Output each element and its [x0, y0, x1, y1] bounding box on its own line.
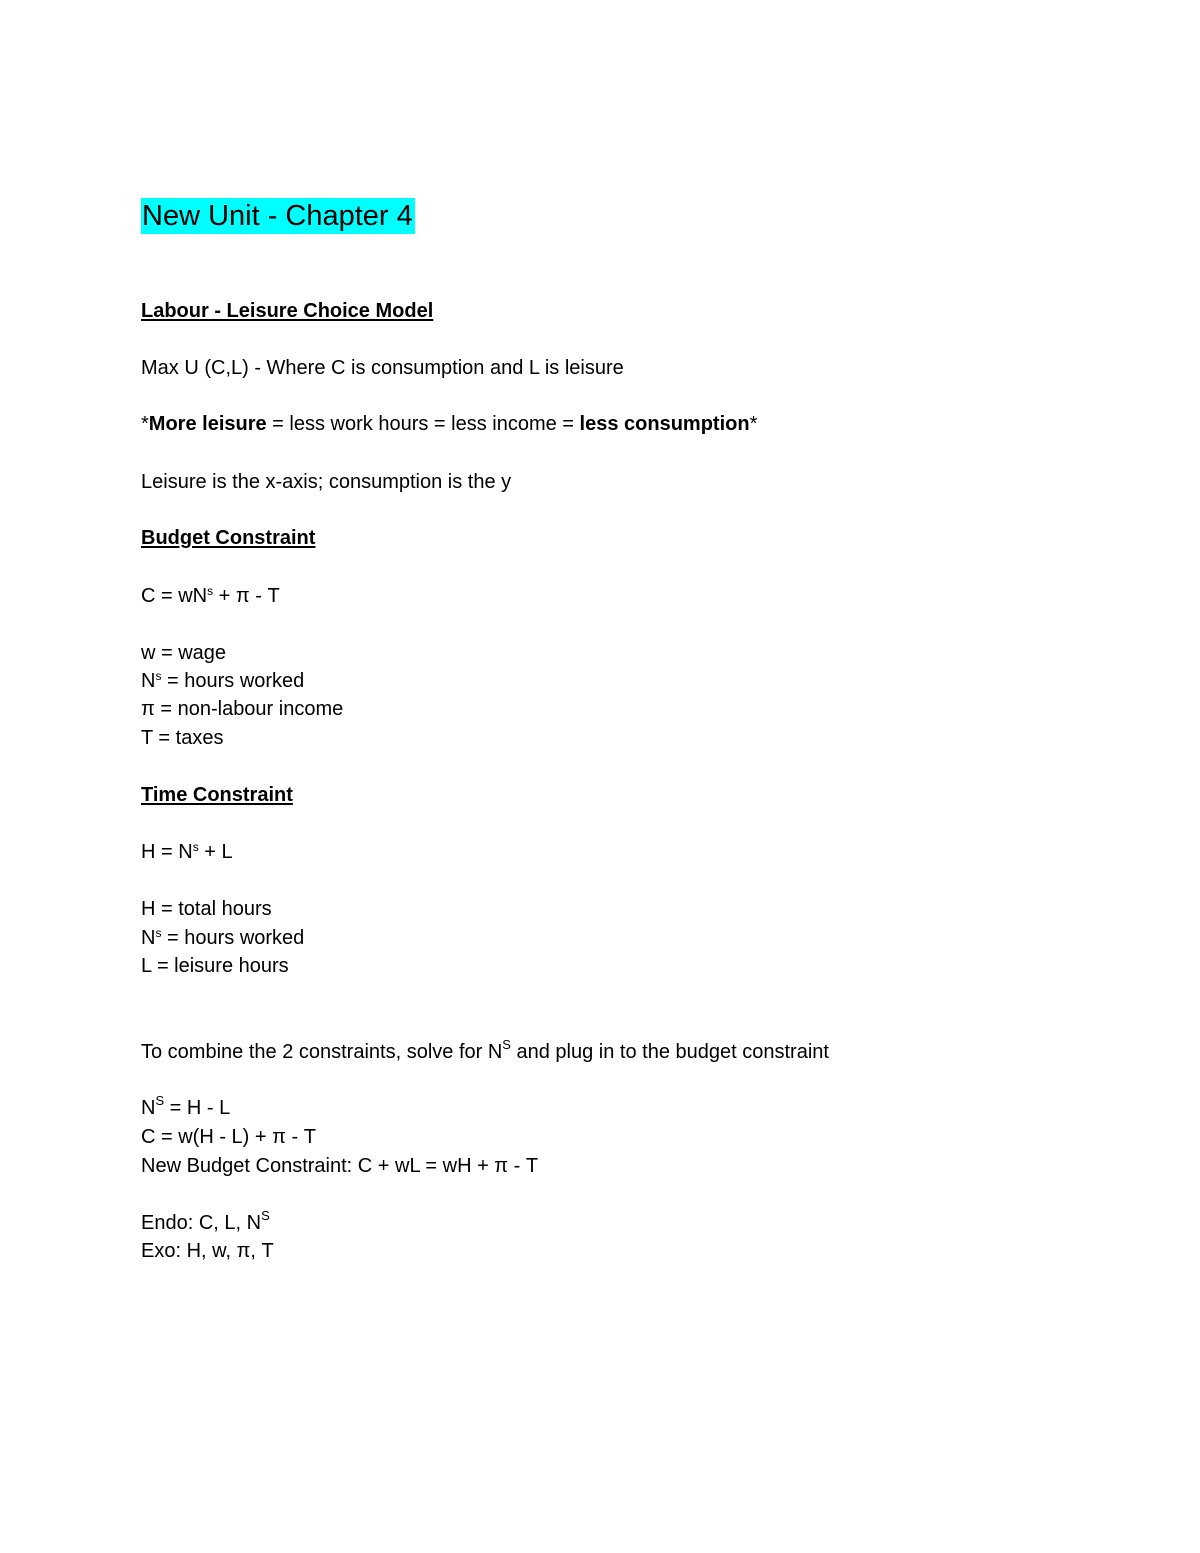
definition-line	[141, 641, 226, 665]
equation-step-1	[141, 1093, 231, 1120]
section-heading-time-constraint: Time Constraint	[141, 784, 293, 806]
definition-text: H = total hours	[141, 898, 272, 920]
superscript: S	[261, 1208, 270, 1223]
definition-text: w = wage	[141, 642, 227, 664]
text-fragment: = less work hours = less income =	[266, 413, 580, 435]
text-line-axes: Leisure is the x-axis; consumption is the y	[141, 471, 512, 493]
definition-text: = hours worked	[161, 670, 305, 692]
superscript: s	[207, 584, 214, 598]
text-fragment: and plug in to the budget constraint	[510, 1041, 829, 1063]
definition-text: N	[141, 670, 156, 692]
equation-part: H = N	[141, 841, 193, 863]
text-fragment: *	[141, 413, 149, 435]
superscript: s	[192, 840, 199, 854]
equation-part: N	[141, 1097, 156, 1119]
equation-step-3: New Budget Constraint: C + wL = wH + π - T	[141, 1155, 539, 1177]
superscript: S	[502, 1037, 511, 1052]
definition-line	[141, 897, 272, 921]
bold-text-more-leisure: More leisure	[148, 413, 267, 435]
equation-step-2: C = w(H - L) + π - T	[141, 1126, 316, 1148]
text-fragment: *	[749, 413, 758, 435]
text-line-combine-intro	[141, 1037, 829, 1064]
equation-budget-constraint	[141, 584, 280, 608]
superscript: s	[155, 669, 162, 683]
text-fragment: To combine the 2 constraints, solve for N	[141, 1041, 503, 1063]
superscript: s	[155, 926, 162, 940]
definition-line	[141, 726, 223, 750]
definition-line	[141, 926, 304, 950]
equation-part: = H - L	[164, 1097, 231, 1119]
definition-line	[141, 697, 343, 721]
section-heading-budget-constraint: Budget Constraint	[141, 527, 316, 549]
definition-line	[141, 669, 304, 693]
text-line-endogenous	[141, 1208, 270, 1235]
equation-part: + L	[198, 841, 233, 863]
equation-time-constraint	[141, 840, 233, 864]
definition-text: π = non-labour income	[141, 698, 344, 720]
definition-line	[141, 954, 289, 978]
definition-text: T = taxes	[141, 727, 224, 749]
equation-part: + π - T	[213, 585, 280, 607]
bold-text-less-consumption: less consumption	[579, 413, 750, 435]
definition-text: L = leisure hours	[141, 955, 289, 977]
page-title: New Unit - Chapter 4	[142, 200, 413, 232]
section-heading-labour-leisure: Labour - Leisure Choice Model	[141, 300, 434, 322]
definition-text: N	[141, 927, 156, 949]
text-fragment: Endo: C, L, N	[141, 1212, 262, 1234]
superscript: S	[155, 1093, 165, 1108]
text-line-exogenous: Exo: H, w, π, T	[141, 1240, 274, 1262]
text-line-max-utility: Max U (C,L) - Where C is consumption and L is leisure	[141, 357, 624, 379]
equation-part: C = wN	[141, 585, 208, 607]
text-line-leisure-consumption	[141, 412, 757, 436]
definition-text: = hours worked	[161, 927, 305, 949]
